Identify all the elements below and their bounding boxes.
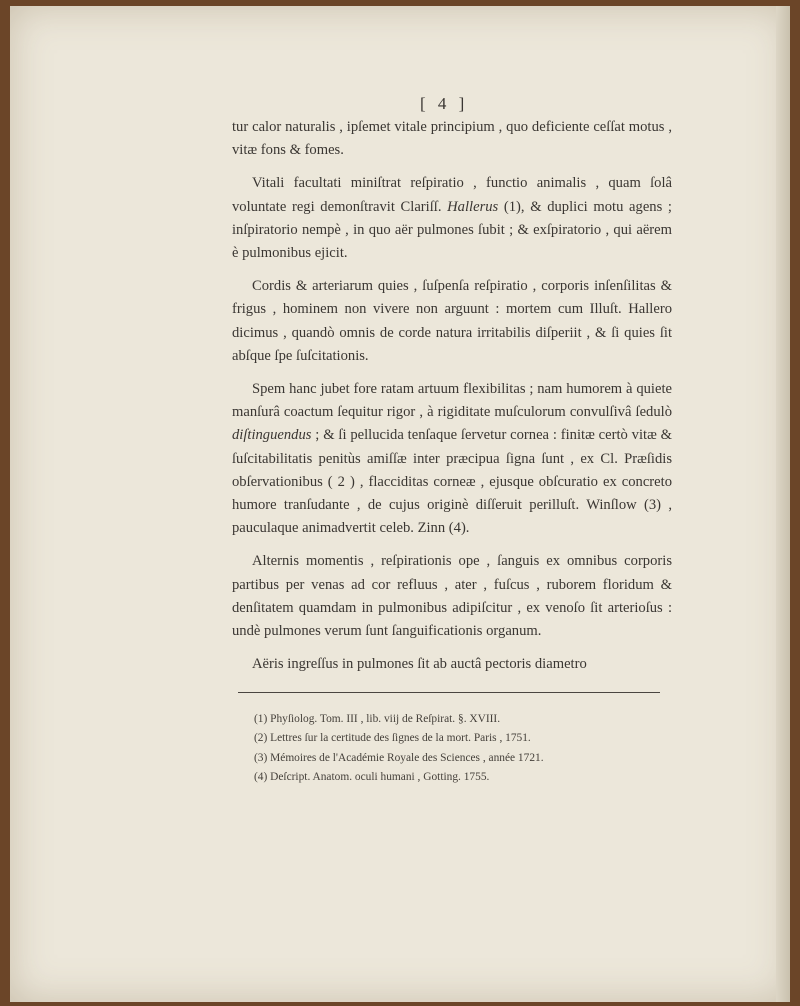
- paragraph-alternating-moments: Alternis momentis , reſpirationis ope , ſanguis ex omnibus corporis partibus per venas ad cor refluus , ater , fuſcus , ruborem floridum & denſitatem quamdam in pulmonibus adipiſcitur , ex venoſo ſit arterioſus : undè pulmones verum ſunt ſanguificationis organum.: [232, 553, 672, 640]
- paragraph-text: Spem hanc jubet fore ratam artuum flexibilitas ; nam humorem à quiete manſurâ coactum ſequitur rigor , à rigiditate muſculorum convulſivâ ſedulò: [232, 381, 672, 421]
- body-text: [232, 116, 672, 676]
- footnote-item: (4) Deſcript. Anatom. oculi humani , Gotting. 1755.: [254, 771, 490, 784]
- footnote-item: (3) Mémoires de l'Académie Royale des Sciences , année 1721.: [254, 751, 544, 764]
- emphasis-word: diſtinguendus: [232, 427, 312, 444]
- paragraph-hope: [232, 378, 672, 540]
- paragraph-vital-faculty: [232, 172, 672, 265]
- paragraph-heart-rest: Cordis & arteriarum quies , ſuſpenſa reſpiratio , corporis inſenſilitas & frigus , hominem non vivere non arguunt : mortem cum Illuſt. Hallero dicimus , quandò omnis de corde natura irritabilis diſperiit , & ſi quies ſit abſque ſpe ſuſcitationis.: [232, 278, 672, 364]
- author-name-hallerus: Hallerus: [447, 198, 499, 215]
- footnote-rule: [238, 692, 660, 693]
- footnote-item: (1) Phyſiolog. Tom. III , lib. viij de Reſpirat. §. XVIII.: [254, 713, 501, 725]
- page-edge: [776, 6, 790, 1002]
- book-page: [10, 6, 790, 1002]
- footnote-item: (2) Lettres ſur la certitude des ſignes de la mort. Paris , 1751.: [254, 732, 531, 745]
- page-number: [ 4 ]: [420, 94, 469, 113]
- paragraph-text: Vitali facultati miniſtrat reſpiratio , functio animalis , quam ſolâ voluntate regi demonſtravit Clariſſ.: [232, 175, 672, 215]
- paragraph-text: (1), & duplici motu agens ; inſpiratorio nempè , in quo aër pulmones ſubit ; & exſpiratorio , qui aërem è pulmonibus ejicit.: [232, 198, 672, 262]
- paragraph-continuation: tur calor naturalis , ipſemet vitale principium , quo deficiente ceſſat motus , vitæ fons & fomes.: [232, 119, 672, 159]
- paragraph-text: ; & ſi pellucida tenſaque ſervetur cornea : finitæ certò vitæ & ſuſcitabilitatis penitùs amiſſæ inter præcipua ſigna ſunt , ex Cl. Præſidis obſervationibus ( 2 ) , flacciditas corneæ , ejusque obſcuratio ex concreto humore tranſudante , de cujus originè diſſeruit perilluſt. Winſlow (3) , pauculaque animadvertit celeb. Zinn (4).: [232, 427, 672, 537]
- paragraph-air-ingress: Aëris ingreſſus in pulmones ſit ab auctâ pectoris diametro: [252, 656, 587, 673]
- footnotes: [254, 710, 674, 788]
